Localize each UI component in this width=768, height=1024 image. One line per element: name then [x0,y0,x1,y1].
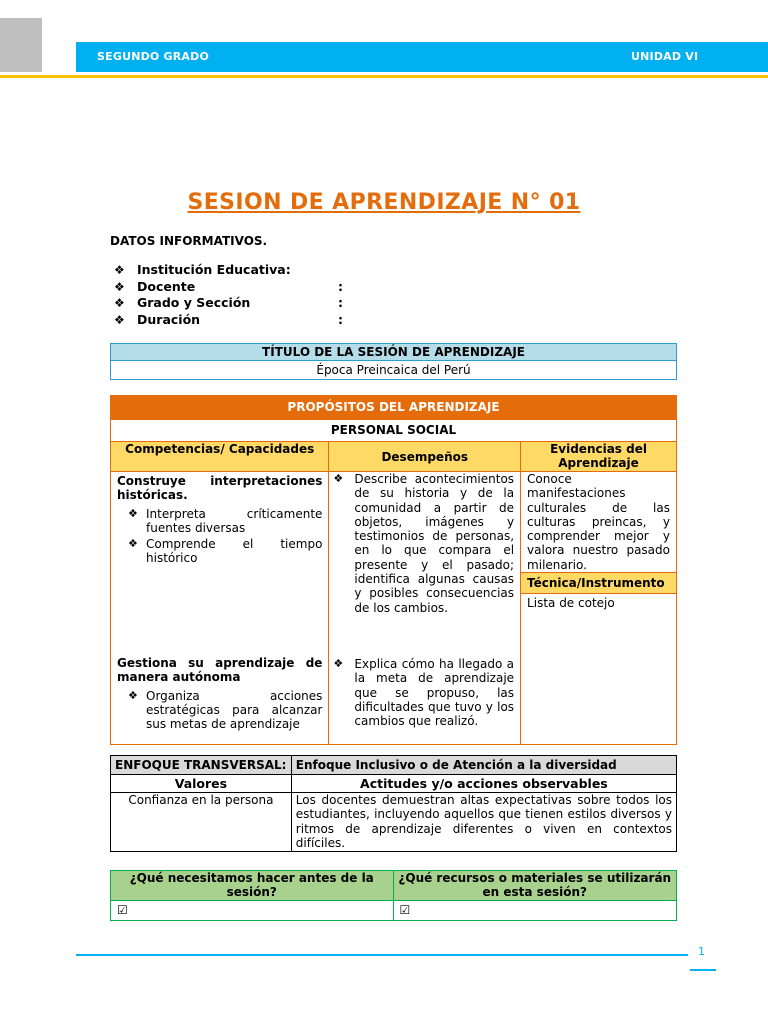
datos-item-colon: : [338,278,343,294]
desempeno-item [329,472,514,615]
diamond-bullet-icon: ❖ [114,263,125,277]
diamond-bullet-icon: ❖ [128,506,138,520]
header-divider [0,75,768,78]
datos-heading: DATOS INFORMATIVOS. [110,234,268,248]
datos-item-colon: : [338,311,343,327]
capacidad-item [117,507,322,536]
datos-item-colon: : [338,295,343,310]
desempeno-item [329,657,514,728]
antes-question-header: ¿Qué necesitamos hacer antes de la sesión? [111,871,394,901]
diamond-bullet-icon: ❖ [114,279,125,294]
competencias-cell [111,472,329,745]
datos-item-label: Institución Educativa: [137,262,291,277]
capacidad-text: Organiza acciones estratégicas para alcanzar sus metas de aprendizaje [146,688,323,732]
page-number-underline [690,969,716,971]
diamond-bullet-icon: ❖ [128,537,138,551]
evidencias-cell [521,472,677,745]
valores-header: Valores [111,775,292,793]
datos-item [114,311,343,329]
capacidades-list [117,507,322,566]
evidencias-column-header: Evidencias del Aprendizaje [521,442,677,472]
capacidad-text: Interpreta críticamente fuentes diversas [146,506,323,535]
datos-list [114,262,343,328]
diamond-bullet-icon: ❖ [333,657,344,670]
capacidad-item [117,689,322,732]
capacidad-item [117,537,322,566]
diamond-bullet-icon: ❖ [128,688,138,702]
antes-checkbox[interactable] [111,901,394,921]
tecnica-value: Lista de cotejo [527,596,615,611]
datos-item [114,295,343,312]
enfoque-table [110,755,677,852]
actitudes-header: Actitudes y/o acciones observables [291,775,676,793]
datos-item-label: Duración [137,311,201,327]
tecnica-header: Técnica/Instrumento [521,572,676,594]
evidencia-text: Conoce manifestaciones culturales de las culturas preincas, y comprender mejor y valora nuestro pasado milenario. [527,472,670,572]
title-word: DE [289,190,325,215]
desempenos-cell [329,472,521,745]
enfoque-value: Enfoque Inclusivo o de Atención a la diversidad [291,756,676,775]
title-word: N° [510,190,541,215]
page-title [0,190,768,215]
header-unit: UNIDAD VI [631,50,699,63]
datos-item-label: Docente [137,278,196,294]
desempenos-list [329,472,514,615]
competencias-column-header: Competencias/ Capacidades [111,442,329,472]
desempeno-text: Describe acontecimientos de su historia y de la comunidad a partir de objetos, imágenes y testimonios de personas, en lo que compara el presente y el pasado; identifica algunas causas y posibles consecuencias de los cambios. [354,472,515,615]
competencia-title: Gestiona su aprendizaje de manera autónoma [117,656,323,685]
competencia-block [117,656,322,731]
title-word: APRENDIZAJE [332,190,503,215]
header-bar [76,42,768,72]
diamond-bullet-icon: ❖ [114,296,125,310]
actitud-cell: Los docentes demuestran altas expectativas sobre todos los estudiantes, incluyendo aquellos que tienen estilos diversos y ritmos de aprendizaje diferentes o viven en contextos difíciles. [291,793,676,852]
preparacion-table [110,870,677,921]
header-grey-tab [0,18,42,72]
desempenos-list [329,657,514,728]
header-grade: SEGUNDO GRADO [97,50,210,63]
capacidad-text: Comprende el tiempo histórico [146,537,323,566]
titulo-header: TÍTULO DE LA SESIÓN DE APRENDIZAJE [111,344,677,361]
checkbox-icon: ☑ [399,903,411,917]
capacidades-list [117,689,322,732]
propositos-table [110,395,677,745]
competencia-title: Construye interpretaciones históricas. [117,474,323,503]
footer-divider [76,954,688,956]
datos-item-label: Grado y Sección [137,295,251,310]
desempenos-column-header: Desempeños [329,442,521,472]
datos-item [114,278,343,296]
titulo-table [110,343,677,380]
datos-item [114,262,291,279]
enfoque-label: ENFOQUE TRANSVERSAL: [111,756,292,775]
title-word: 01 [549,190,581,215]
recursos-question-header: ¿Qué recursos o materiales se utilizarán en esta sesión? [393,871,676,901]
valor-cell: Confianza en la persona [111,793,292,852]
desempeno-text: Explica cómo ha llegado a la meta de aprendizaje que se propuso, las dificultades que tuvo y los cambios que realizó. [354,657,515,729]
titulo-value: Época Preincaica del Perú [111,361,677,380]
recursos-checkbox[interactable] [393,901,676,921]
page-number: 1 [698,945,705,958]
area-header: PERSONAL SOCIAL [111,420,677,442]
propositos-header: PROPÓSITOS DEL APRENDIZAJE [111,396,677,420]
checkbox-icon: ☑ [117,903,128,917]
diamond-bullet-icon: ❖ [333,472,344,485]
title-word: SESION [187,190,282,215]
diamond-bullet-icon: ❖ [114,312,125,327]
